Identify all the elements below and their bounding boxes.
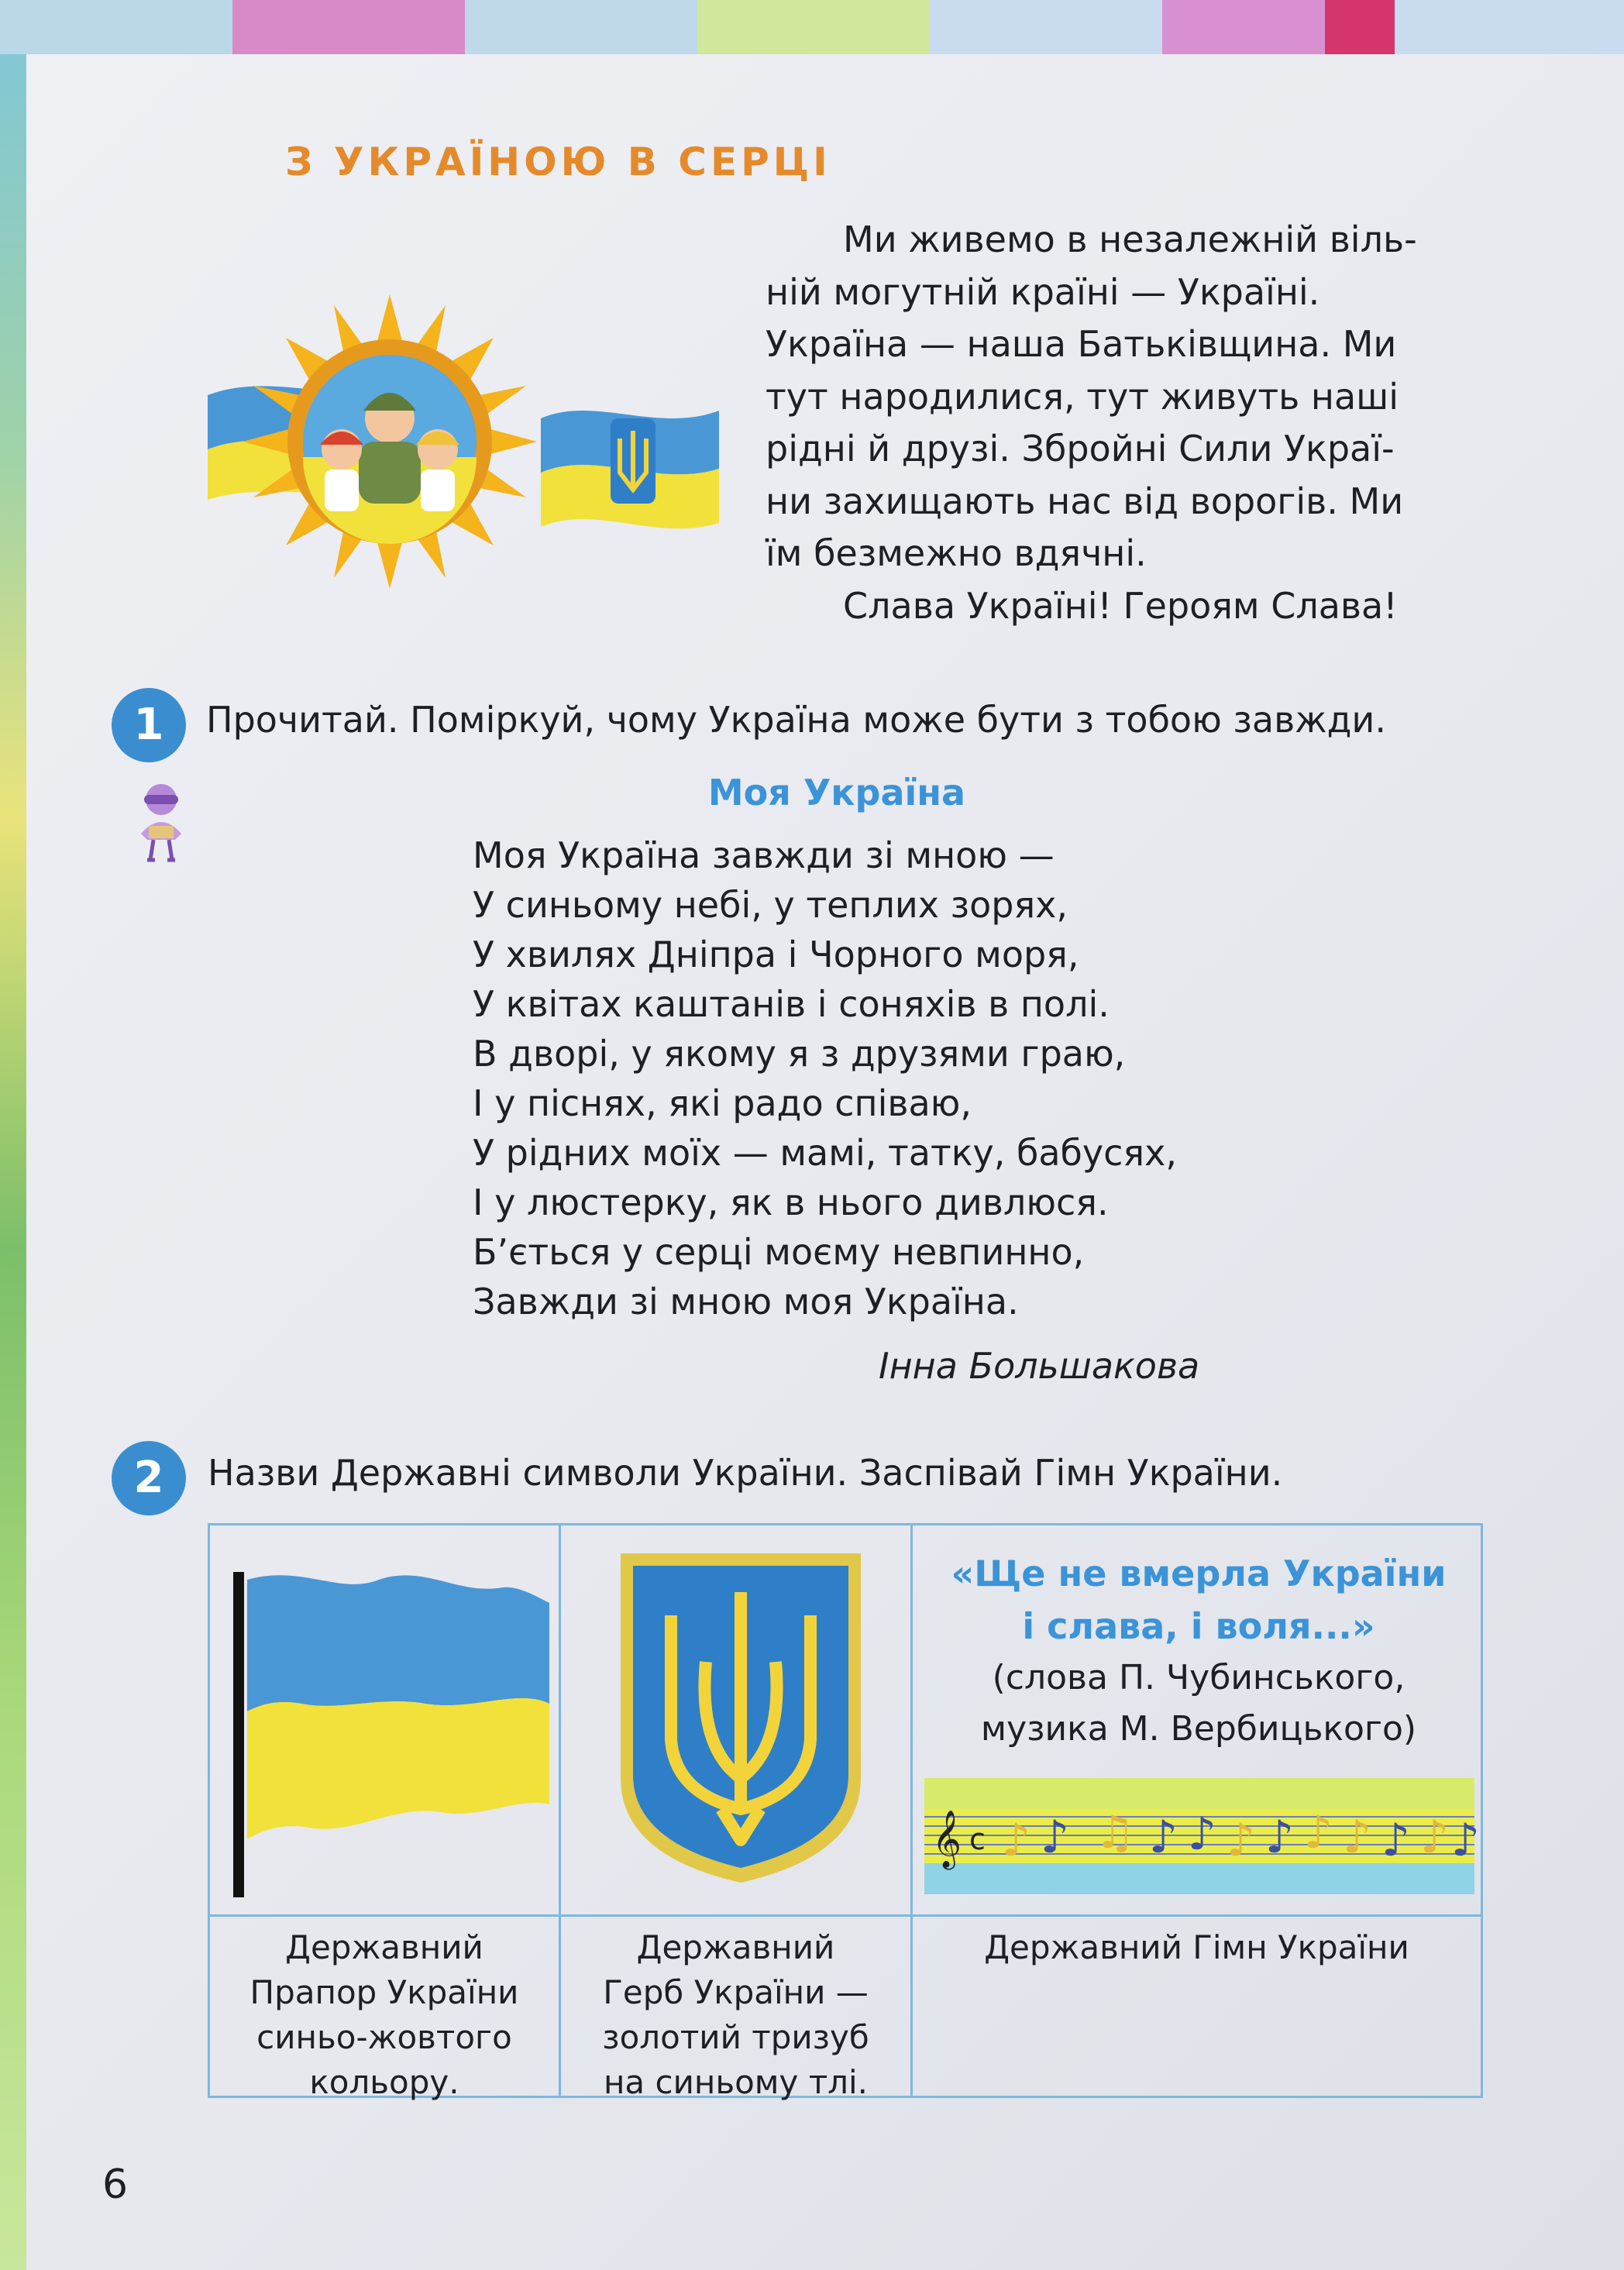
flagpole (233, 1572, 244, 1897)
intro-line: ни захищають нас від ворогів. Ми (766, 480, 1404, 522)
poem-line: У хвилях Дніпра і Чорного моря, (473, 934, 1079, 975)
caption-line: Державний Гімн України (984, 1928, 1409, 1966)
svg-text:♪: ♪ (1149, 1811, 1178, 1863)
table-divider (210, 1914, 1481, 1917)
poem-line: Б’ється у серці моєму невпинно, (473, 1231, 1085, 1273)
sunflower-family-illustration (208, 287, 719, 597)
poem-author: Інна Большакова (879, 1345, 1200, 1387)
svg-text:♪: ♪ (1041, 1811, 1070, 1863)
caption-line: на синьому тлі. (603, 2063, 869, 2101)
poem-line: Завжди зі мною моя Україна. (473, 1281, 1019, 1322)
caption-line: Державний (285, 1928, 483, 1966)
caption-line: золотий тризуб (602, 2018, 869, 2056)
task-2-badge: 2 (112, 1441, 186, 1515)
task-1-instruction: Прочитай. Поміркуй, чому Україна може бути з тобою завжди. (206, 699, 1386, 741)
poem-lines (473, 831, 1177, 1326)
caption-line: кольору. (309, 2063, 459, 2101)
svg-text:♪: ♪ (1420, 1811, 1450, 1863)
trident-small-icon (611, 418, 655, 504)
anthem-caption (913, 1925, 1481, 1970)
state-symbols-table (208, 1523, 1483, 2101)
poem-line: У квітах каштанів і соняхів в полі. (473, 983, 1110, 1025)
intro-paragraph (766, 214, 1481, 632)
task-2-instruction: Назви Державні символи України. Заспівай Гімн України. (208, 1452, 1283, 1494)
table-divider (910, 1525, 913, 2096)
poem-title: Моя Україна (707, 772, 966, 813)
intro-line: рідні й друзі. Збройні Сили Украї- (766, 428, 1395, 469)
anthem-quote-line: і слава, і воля...» (1022, 1605, 1375, 1647)
page-title: З УКРАЇНОЮ В СЕРЦІ (285, 139, 831, 184)
anthem-credit-line: музика М. Вербицького) (980, 1709, 1417, 1749)
reading-mascot-icon (130, 779, 192, 865)
music-notes-image (924, 1778, 1481, 1894)
caption-line: Прапор України (249, 1973, 519, 2011)
poem-line: І у люстерку, як в нього дивлюся. (473, 1181, 1109, 1223)
task-1-badge: 1 (112, 688, 186, 762)
poem-line: У синьому небі, у теплих зорях, (473, 884, 1068, 926)
intro-line: Ми живемо в незалежній віль- (843, 218, 1417, 260)
flag-caption (210, 1925, 559, 2105)
svg-text:♪: ♪ (1265, 1811, 1295, 1863)
coat-of-arms-caption (561, 1925, 910, 2105)
svg-text:♪: ♪ (1381, 1814, 1411, 1866)
svg-text:♪: ♪ (1304, 1806, 1333, 1859)
svg-text:♪: ♪ (1343, 1811, 1372, 1863)
anthem-text (917, 1547, 1481, 1755)
svg-text:♫: ♫ (1095, 1806, 1135, 1859)
anthem-credit-line: (слова П. Чубинського, (992, 1658, 1406, 1697)
anthem-quote-line: «Ще не вмерла України (951, 1553, 1447, 1594)
intro-line: Україна — наша Батьківщина. Ми (766, 323, 1397, 365)
poem-line: У рідних моїх — мамі, татку, бабусях, (473, 1132, 1177, 1174)
poem-line: Моя Україна завжди зі мною — (473, 834, 1055, 876)
svg-text:♪: ♪ (1451, 1814, 1481, 1866)
svg-text:♪: ♪ (1227, 1814, 1256, 1866)
coat-of-arms-image (613, 1546, 869, 1887)
intro-line: їм безмежно вдячні. (766, 532, 1147, 574)
page-edge-strip (0, 0, 26, 2270)
intro-slogan: Слава Україні! Героям Слава! (843, 584, 1398, 627)
svg-text:♪: ♪ (1188, 1807, 1217, 1860)
poem-line: В дворі, у якому я з друзями граю, (473, 1033, 1126, 1075)
caption-line: Герб України — (603, 1973, 869, 2011)
poem-line: І у піснях, які радо співаю, (473, 1082, 972, 1124)
top-color-bar (0, 0, 1624, 54)
time-signature-icon: c (969, 1822, 986, 1856)
caption-line: синьо-жовтого (256, 2018, 512, 2056)
treble-clef-icon: 𝄞 (932, 1811, 962, 1868)
caption-line: Державний (636, 1928, 835, 1966)
svg-text:♪: ♪ (1002, 1814, 1031, 1866)
intro-line: ній могутній країні — Україні. (766, 270, 1320, 313)
ukrainian-flag-image (224, 1549, 549, 1905)
page-number: 6 (102, 2162, 129, 2208)
intro-line: тут народилися, тут живуть наші (766, 375, 1399, 418)
